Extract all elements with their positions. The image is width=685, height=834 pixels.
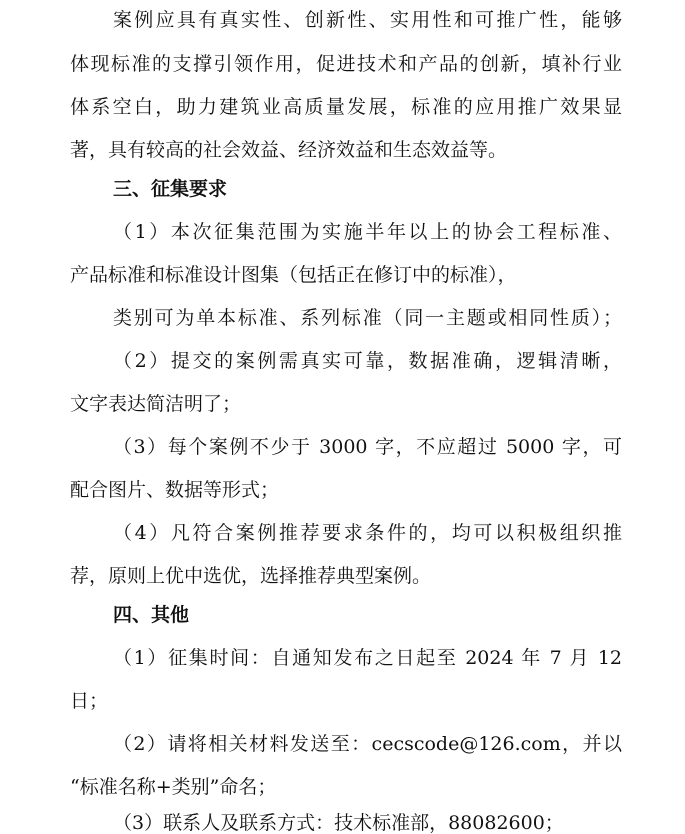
other-item-3-line: （3）联系人及联系方式：技术标准部，88082600；: [113, 812, 564, 834]
intro-line: 著，具有较高的社会效益、经济效益和生态效益等。: [70, 139, 508, 161]
other-item-1-line: （1）征集时间：自通知发布之日起至 2024 年 7 月 12: [113, 647, 622, 669]
requirement-item-3-line: （3）每个案例不少于 3000 字，不应超过 5000 字，可: [113, 436, 622, 458]
requirement-item-2-line: （2）提交的案例需真实可靠，数据准确，逻辑清晰，: [113, 350, 622, 372]
intro-line: 体现标准的支撑引领作用，促进技术和产品的创新，填补行业: [70, 53, 622, 75]
section-heading-requirements: 三、征集要求: [113, 178, 228, 200]
requirement-item-4-line: 荐，原则上优中选优，选择推荐典型案例。: [70, 565, 432, 587]
intro-line: 体系空白，助力建筑业高质量发展，标准的应用推广效果显: [70, 96, 622, 118]
requirement-item-category-line: 类别可为单本标准、系列标准（同一主题或相同性质）；: [113, 307, 622, 329]
requirement-item-4-line: （4）凡符合案例推荐要求条件的，均可以积极组织推: [113, 522, 622, 544]
other-item-2-line: （2）请将相关材料发送至：cecscode@126.com，并以: [113, 733, 622, 755]
intro-line: 案例应具有真实性、创新性、实用性和可推广性，能够: [113, 9, 622, 31]
other-item-2-line: “标准名称+类别”命名；: [70, 776, 277, 798]
requirement-item-2-line: 文字表达简洁明了；: [70, 393, 242, 415]
requirement-item-3-line: 配合图片、数据等形式；: [70, 479, 280, 501]
requirement-item-1-line: 产品标准和标准设计图集（包括正在修订中的标准），: [70, 264, 517, 286]
requirement-item-1-line: （1）本次征集范围为实施半年以上的协会工程标准、: [113, 221, 622, 243]
section-heading-other: 四、其他: [113, 604, 190, 626]
other-item-1-line: 日；: [70, 690, 109, 712]
